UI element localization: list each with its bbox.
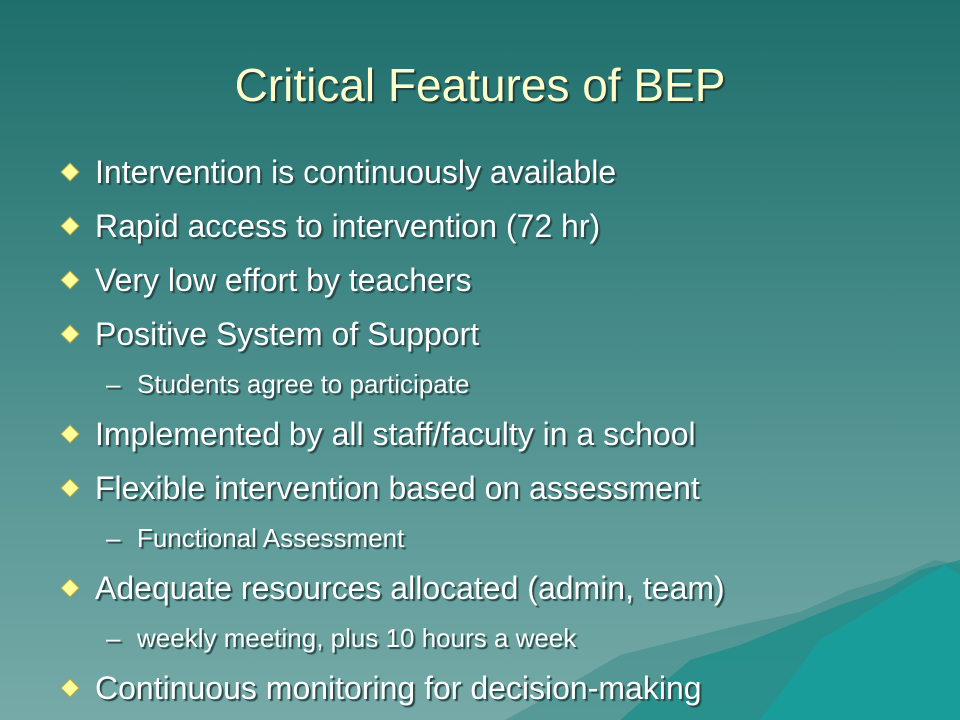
bullet-item	[60, 666, 940, 720]
dash-marker: –	[106, 523, 121, 553]
bullet-item	[60, 412, 940, 466]
dash-marker: –	[106, 369, 121, 399]
diamond-bullet-icon	[60, 478, 80, 498]
dash-marker: –	[106, 623, 121, 653]
bullet-text: Implemented by all staff/faculty in a school	[95, 416, 696, 452]
bullet-list	[60, 150, 940, 720]
bullet-item	[60, 150, 940, 204]
bullet-item	[60, 466, 940, 520]
bullet-item	[60, 566, 940, 620]
bullet-text: Very low effort by teachers	[95, 262, 472, 298]
diamond-bullet-icon	[60, 162, 80, 182]
bullet-text: Flexible intervention based on assessment	[95, 470, 700, 506]
diamond-bullet-icon	[60, 578, 80, 598]
diamond-bullet-icon	[60, 678, 80, 698]
bullet-text: Adequate resources allocated (admin, team)	[95, 570, 725, 606]
diamond-bullet-icon	[60, 216, 80, 236]
slide-title: Critical Features of BEP	[234, 59, 726, 111]
sub-bullet-item	[60, 520, 940, 566]
bullet-item	[60, 312, 940, 366]
bullet-text: Positive System of Support	[95, 316, 480, 352]
bullet-text: Rapid access to intervention (72 hr)	[95, 208, 601, 244]
bullet-text: Continuous monitoring for decision-making	[95, 670, 702, 706]
sub-bullet-text: Functional Assessment	[137, 523, 405, 553]
sub-bullet-item	[60, 366, 940, 412]
bullet-item	[60, 258, 940, 312]
diamond-bullet-icon	[60, 270, 80, 290]
sub-bullet-text: Students agree to participate	[137, 369, 470, 399]
diamond-bullet-icon	[60, 424, 80, 444]
diamond-bullet-icon	[60, 324, 80, 344]
sub-bullet-text: weekly meeting, plus 10 hours a week	[137, 623, 577, 653]
bullet-item	[60, 204, 940, 258]
bullet-text: Intervention is continuously available	[95, 154, 617, 190]
sub-bullet-item	[60, 620, 940, 666]
